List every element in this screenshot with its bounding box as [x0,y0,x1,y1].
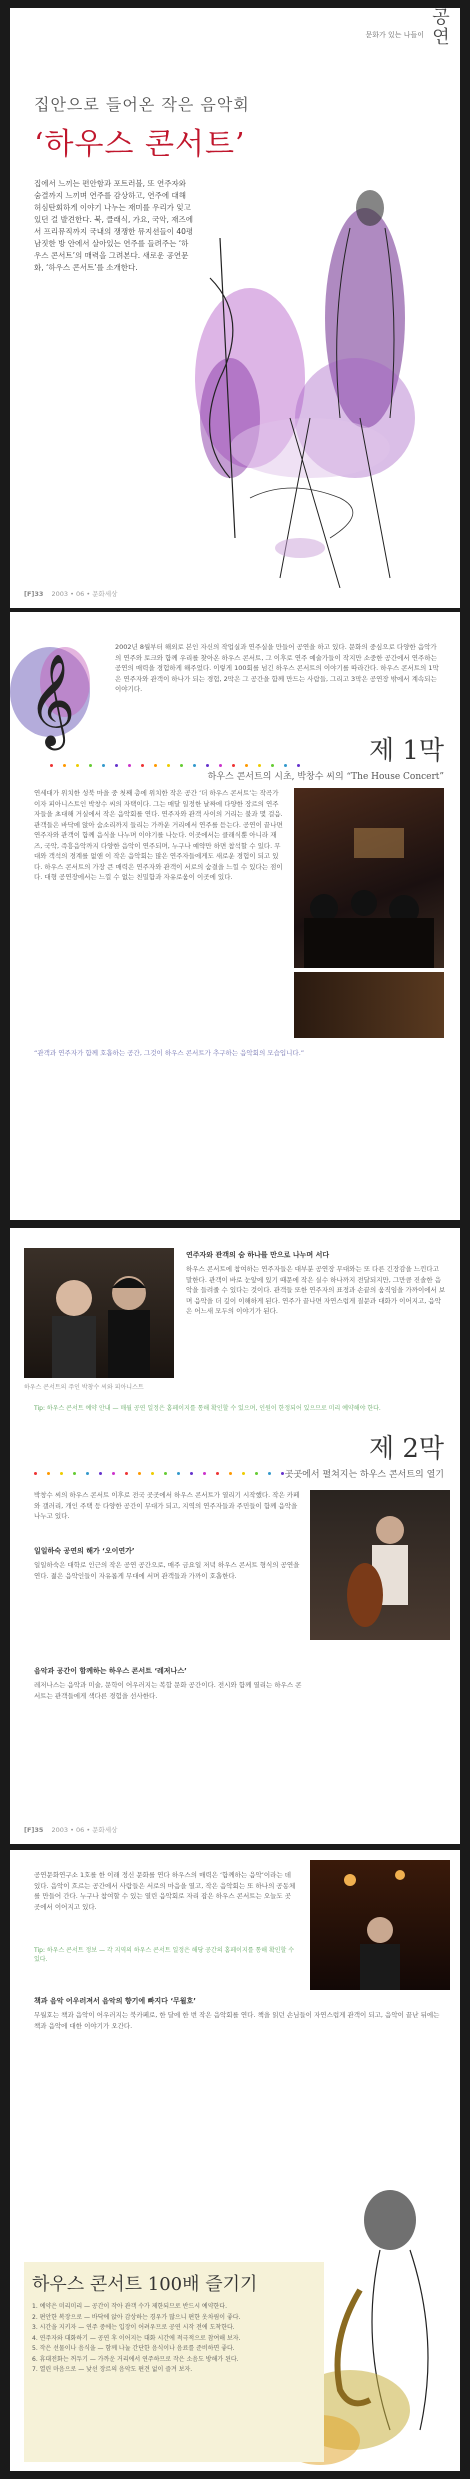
divider-dot [34,1472,37,1475]
divider-dot [99,1472,102,1475]
divider-dot [112,1472,115,1475]
tips-list-item: 3. 시간을 지키자 — 연주 중에는 입장이 어려우므로 공연 시작 전에 도착한다. [32,2324,235,2331]
divider-dot [193,764,196,767]
divider-dot [141,764,144,767]
divider-dot [128,764,131,767]
musicians-illustration [190,118,460,588]
divider-dot [232,764,235,767]
act-2-body: 박창수 씨의 하우스 콘서트 이후로 전국 곳곳에서 하우스 콘서트가 열리기 시작했다. 작은 카페와 갤러리, 개인 주택 등 다양한 공간이 무대가 되고, 지역의 연주자들과 주민들이 함께 음악을 나누고 있다. [34,1491,300,1520]
divider-dot [258,764,261,767]
footer-text: 2003 • 06 • 문화세상 [51,590,118,598]
divider-dot [164,1472,167,1475]
divider-dot [63,764,66,767]
kicker: 문화가 있는 나들이 [365,31,424,39]
section-tag-char-2: 연 [432,27,450,48]
divider-dot [89,764,92,767]
cellist-figure [310,1490,450,1640]
tip-box [34,1404,434,1413]
tips-list [32,2302,282,2376]
divider-dot [177,1472,180,1475]
host-portrait-photo [24,1248,174,1378]
page-number: [F]33 [24,590,44,598]
divider-dot [47,1472,50,1475]
divider-dot [284,764,287,767]
divider-dot [268,1472,271,1475]
page-number-3: [F]35 [24,1826,44,1834]
divider-dot [138,1472,141,1475]
act-2-title: 제 2막 [368,1434,444,1464]
section-body-2: 일일하숙은 대학로 인근의 작은 공연 공간으로, 매주 금요일 저녁 하우스 콘서트 형식의 공연을 연다. 젊은 음악인들이 자유롭게 무대에 서며 관객들과 가까이 호흡한다. [34,1561,300,1580]
audience-silhouettes [294,788,444,968]
divider-dot [125,1472,128,1475]
divider-dot [219,764,222,767]
act-2-heading [285,1428,444,1480]
divider-dot [180,764,183,767]
concert-photo [294,788,444,968]
act-1-title: 제 1막 [368,736,444,766]
divider-dot [86,1472,89,1475]
magazine-page-1 [10,8,460,608]
magazine-page-3 [10,1228,460,1844]
act-1-heading [208,730,444,782]
page-4-body: 공연문화연구소 1호를 한 이래 정신 문화를 연다 하우스의 매력은 ‘함께하는 음악’이라는 데 있다. 음악이 흐르는 공간에서 사람들은 서로의 마음을 열고, 작은 음악회는 또 하나의 공동체를 만들어 간다. 누구나 참여할 수 있는 열린 음악회로 자리 잡은 하우스 콘서트는 오늘도 곳곳에서 이어지고 있다. [34,1871,296,1911]
divider-dot [242,1472,245,1475]
pull-quote: “관객과 연주자가 함께 호흡하는 공간, 그것이 하우스 콘서트가 추구하는 음악회의 모습입니다.” [34,1049,305,1057]
page-footer [24,589,117,598]
footer-text-3: 2003 • 06 • 문화세상 [51,1826,118,1834]
divider-dot [297,764,300,767]
divider-dot [216,1472,219,1475]
tip-box-2 [34,1946,296,1964]
section-tag [430,8,452,48]
magazine-page-2 [10,612,460,1220]
divider-dot [281,1472,284,1475]
divider-dot [154,764,157,767]
tip-text: Tip: 하우스 콘서트 예약 안내 — 매월 공연 일정은 홈페이지를 통해 확인할 수 있으며, 인원이 한정되어 있으므로 미리 예약해야 한다. [34,1405,381,1412]
color-dot-divider-2 [34,1472,284,1475]
tips-list-item: 4. 연주자와 대화하기 — 공연 후 이어지는 대화 시간에 적극적으로 참여해 보자. [32,2334,241,2342]
divider-dot [190,1472,193,1475]
section-body-4: 무월호는 책과 음악이 어우러지는 북카페로, 한 달에 한 번 작은 음악회를 연다. 책을 읽던 손님들이 자연스럽게 관객이 되고, 음악이 끝난 뒤에는 책과 음악에 대한 이야기가 오간다. [34,2011,440,2030]
divider-dot [229,1472,232,1475]
divider-dot [255,1472,258,1475]
treble-clef-illustration [10,632,110,752]
concert-photo-2 [294,972,444,1038]
section-headline-4: 책과 음악 어우러져서 음악의 향기에 빠지다 ‘무월호’ [34,1997,196,2005]
page-title: ‘하우스 콘서트’ [34,127,246,162]
tips-list-item: 5. 작은 선물이나 음식을 — 함께 나눌 간단한 음식이나 음료를 준비하면 좋다. [32,2345,235,2352]
divider-dot [167,764,170,767]
tips-box-title: 하우스 콘서트 100배 즐기기 [32,2274,258,2295]
tips-list-item: 1. 예약은 미리미리 — 공간이 작아 관객 수가 제한되므로 반드시 예약한다. [32,2303,227,2310]
cellist-photo [310,1490,450,1640]
divider-dot [102,764,105,767]
divider-dot [73,1472,76,1475]
section-headline-3: 음악과 공간이 함께하는 하우스 콘서트 ‘레저나스’ [34,1667,187,1675]
photo-caption: 하우스 콘서트의 주인 박창수 씨와 피아니스트 [24,1384,144,1391]
divider-dot [245,764,248,767]
divider-dot [206,764,209,767]
divider-dot [115,764,118,767]
page-footer-3 [24,1825,117,1834]
section-headline-1: 연주자와 관객의 숨 하나를 만으로 나누며 서다 [186,1251,330,1259]
divider-dot [76,764,79,767]
tips-list-item: 2. 편안한 복장으로 — 바닥에 앉아 감상하는 경우가 많으니 편한 옷차림이 좋다. [32,2313,241,2321]
tips-list-item: 7. 열린 마음으로 — 낯선 장르의 음악도 편견 없이 즐겨 보자. [32,2366,193,2373]
divider-dot [271,764,274,767]
intro-paragraph: 2002년 8월부터 해외로 본인 자신의 작업실과 연주실을 만들어 공연을 하고 있다. 문화의 중심으로 다양한 음악가의 연주와 토크와 함께 우리를 찾아온 하우스 콘서트, 그 이후로 연주 예술가들이 작지만 소중한 공간에서 연주하는 공연의 매력을 경험하게 해주었다. 이렇게 100회를 넘긴 하우스 콘서트의 이야기를 따라간다. 하우스 콘서트의 1막은 연주자와 관객이 하나가 되는 경험, 2막은 그 공간을 함께 만드는 사람들, 그리고 3막은 공연장 밖에서 계속되는 이야기다. [115,643,439,693]
section-tag-char-1: 공 [432,8,450,28]
act-1-body: 연세대가 위치한 성북 마을 중 첫째 층에 위치한 작은 공간 ‘더 하우스 콘서트’는 작곡가이자 피아니스트인 박창수 씨의 자택이다. 그는 매달 일정한 날짜에 다양한 장르의 연주자들을 초대해 거실에서 작은 음악회를 연다. 연주자와 관객 사이의 거리는 불과 몇 걸음. 관객들은 바닥에 앉아 숨소리까지 들리는 가까운 거리에서 연주를 듣는다. 공연이 끝나면 연주자와 관객이 함께 음식을 나누며 이야기를 나눈다. 이곳에서는 클래식뿐 아니라 재즈, 국악, 즉흥음악까지 다양한 음악이 연주되며, 누구나 예약만 하면 참석할 수 있다. 무대와 객석의 경계를 없앤 이 작은 음악회는 많은 연주자들에게도 새로운 경험이 되고 있다. 하우스 콘서트의 가장 큰 매력은 연주자와 관객이 서로의 숨결을 느낄 수 있다는 점이다. 대형 공연장에서는 느낄 수 없는 친밀함과 자유로움이 이곳에 있다. [34,789,283,881]
section-body-3: 레저나스는 음악과 미술, 문학이 어우러지는 복합 문화 공간이다. 전시와 함께 열리는 하우스 콘서트는 관객들에게 색다른 경험을 선사한다. [34,1681,302,1700]
two-people-portrait [24,1248,174,1378]
act-1-subtitle: 하우스 콘서트의 시초, 박창수 씨의 “The House Concert” [207,772,444,782]
tips-list-item: 6. 휴대전화는 꺼두기 — 가까운 거리에서 연주하므로 작은 소음도 방해가 된다. [32,2355,239,2363]
pianist-figure [310,1860,450,1990]
act-2-subtitle: 곳곳에서 펼쳐지는 하우스 콘서트의 열기 [284,1470,444,1480]
subtitle: 집안으로 들어온 작은 음악회 [34,95,250,114]
tip-text-2: Tip: 하우스 콘서트 정보 — 각 지역의 하우스 콘서트 일정은 해당 공간의 홈페이지를 통해 확인할 수 있다. [34,1947,295,1963]
section-headline-2: 일일하숙 공연의 해가 ‘오이연가’ [34,1547,135,1555]
lead-paragraph: 집에서 느끼는 편안함과 포트러블, 또 연주자와 숨결까지 느끼며 연주를 감상하고, 연주에 대해 허심탄회하게 이야기 나누는 재미를 우리가 잊고 있던 걸 발견한다. 북, 클래식, 가요, 국악, 재즈에서 프리뮤직까지 국내의 쟁쟁한 뮤지션들이 40평 남짓한 방 안에서 살아있는 연주를 들려주는 ‘하우스 콘서트’의 매력을 그려본다. 새로운 공연문화, ‘하우스 콘서트’를 소개한다. [34,179,194,272]
magazine-page-4 [10,1850,460,2471]
color-dot-divider [50,764,300,767]
divider-dot [203,1472,206,1475]
svg-text:𝄞: 𝄞 [28,653,76,746]
divider-dot [60,1472,63,1475]
divider-dot [50,764,53,767]
section-body-1: 하우스 콘서트에 참여하는 연주자들은 대부분 공연장 무대와는 또 다른 긴장감을 느낀다고 말한다. 관객이 바로 눈앞에 있기 때문에 작은 실수 하나까지 전달되지만, 그만큼 진솔한 음악을 들려줄 수 있다는 것이다. 관객들 또한 연주자의 표정과 손끝의 움직임을 가까이에서 보며 음악을 더 깊이 이해하게 된다. 연주가 끝나면 자연스럽게 질문과 대화가 이어지고, 음악은 어느새 모두의 이야기가 된다. [186,1265,446,1315]
divider-dot [151,1472,154,1475]
pianist-photo [310,1860,450,1990]
